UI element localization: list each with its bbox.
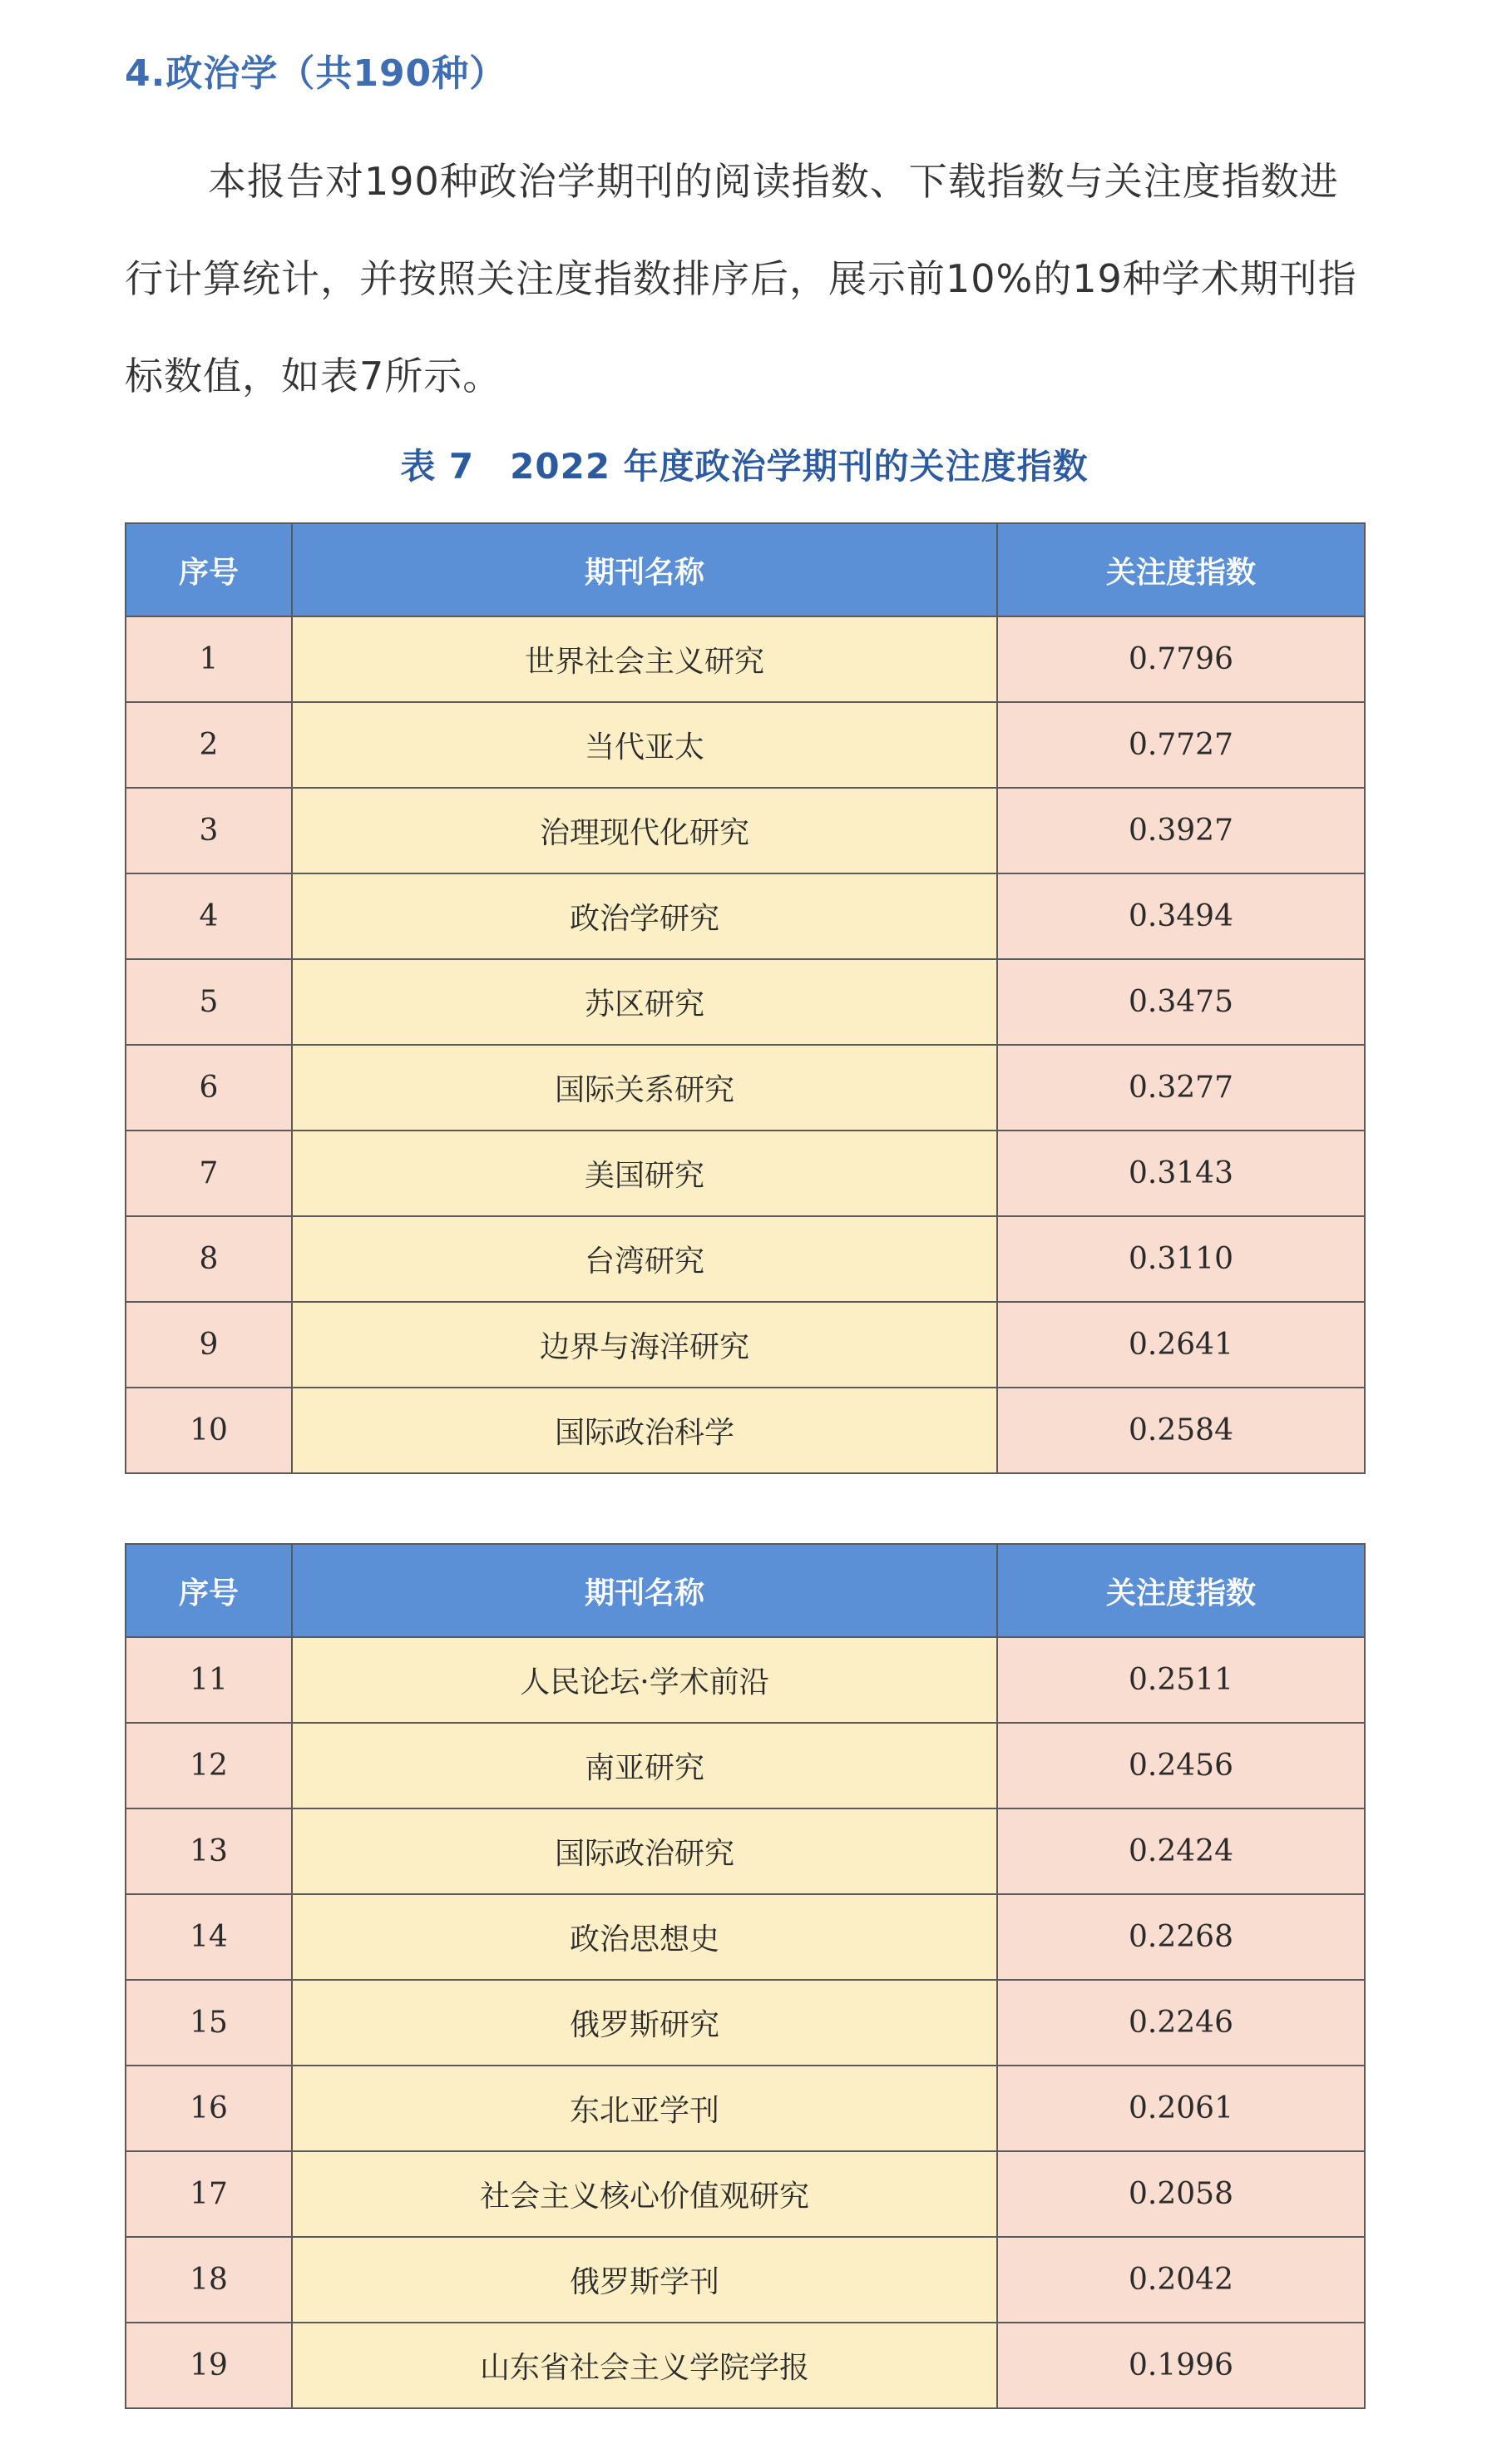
- journal-table-part-2: [125, 1543, 1366, 2409]
- column-header-journal-name: 期刊名称: [292, 523, 997, 616]
- table-row: [126, 1894, 1365, 1980]
- journal-name-cell: 东北亚学刊: [292, 2066, 997, 2151]
- attention-index-cell: 0.2456: [997, 1723, 1365, 1808]
- rank-cell: 12: [126, 1723, 292, 1808]
- column-header-rank: 序号: [126, 1544, 292, 1637]
- rank-cell: 2: [126, 702, 292, 788]
- table-row: [126, 2151, 1365, 2237]
- attention-index-cell: 0.2246: [997, 1980, 1365, 2066]
- journal-table-part-1: [125, 522, 1366, 1474]
- attention-index-cell: 0.7727: [997, 702, 1365, 788]
- column-header-attention-index: 关注度指数: [997, 1544, 1365, 1637]
- table-row: [126, 1808, 1365, 1894]
- rank-cell: 3: [126, 788, 292, 873]
- attention-index-cell: 0.2424: [997, 1808, 1365, 1894]
- attention-index-cell: 0.3143: [997, 1131, 1365, 1216]
- rank-cell: 7: [126, 1131, 292, 1216]
- journal-name-cell: 台湾研究: [292, 1216, 997, 1302]
- rank-cell: 6: [126, 1045, 292, 1131]
- journal-name-cell: 政治学研究: [292, 873, 997, 959]
- rank-cell: 1: [126, 616, 292, 702]
- attention-index-cell: 0.3927: [997, 788, 1365, 873]
- attention-index-cell: 0.3494: [997, 873, 1365, 959]
- table-row: [126, 1637, 1365, 1723]
- journal-name-cell: 治理现代化研究: [292, 788, 997, 873]
- table-row: [126, 1388, 1365, 1473]
- table-row: [126, 1216, 1365, 1302]
- attention-index-cell: 0.1996: [997, 2323, 1365, 2408]
- table-row: [126, 2323, 1365, 2408]
- intro-paragraph: 本报告对190种政治学期刊的阅读指数、下载指数与关注度指数进行计算统计，并按照关注度指数排序后，展示前10%的19种学术期刊指标数值，如表7所示。: [125, 159, 1357, 398]
- journal-name-cell: 俄罗斯研究: [292, 1980, 997, 2066]
- column-header-rank: 序号: [126, 523, 292, 616]
- table-row: [126, 788, 1365, 873]
- table-row: [126, 959, 1365, 1045]
- table-row: [126, 2066, 1365, 2151]
- table-header-row: [126, 523, 1365, 616]
- table-header-row: [126, 1544, 1365, 1637]
- journal-name-cell: 山东省社会主义学院学报: [292, 2323, 997, 2408]
- journal-name-cell: 社会主义核心价值观研究: [292, 2151, 997, 2237]
- attention-index-cell: 0.2584: [997, 1388, 1365, 1473]
- table-caption: 表 7 2022 年度政治学期刊的关注度指数: [400, 446, 1089, 487]
- journal-name-cell: 人民论坛·学术前沿: [292, 1637, 997, 1723]
- rank-cell: 14: [126, 1894, 292, 1980]
- rank-cell: 15: [126, 1980, 292, 2066]
- rank-cell: 18: [126, 2237, 292, 2323]
- journal-name-cell: 国际关系研究: [292, 1045, 997, 1131]
- rank-cell: 16: [126, 2066, 292, 2151]
- rank-cell: 17: [126, 2151, 292, 2237]
- table-row: [126, 1131, 1365, 1216]
- journal-name-cell: 边界与海洋研究: [292, 1302, 997, 1388]
- journal-name-cell: 国际政治科学: [292, 1388, 997, 1473]
- attention-index-cell: 0.2058: [997, 2151, 1365, 2237]
- attention-index-cell: 0.7796: [997, 616, 1365, 702]
- journal-name-cell: 南亚研究: [292, 1723, 997, 1808]
- rank-cell: 9: [126, 1302, 292, 1388]
- table-row: [126, 1302, 1365, 1388]
- journal-name-cell: 世界社会主义研究: [292, 616, 997, 702]
- journal-name-cell: 苏区研究: [292, 959, 997, 1045]
- attention-index-cell: 0.2061: [997, 2066, 1365, 2151]
- table-row: [126, 1980, 1365, 2066]
- journal-name-cell: 国际政治研究: [292, 1808, 997, 1894]
- attention-index-cell: 0.2042: [997, 2237, 1365, 2323]
- attention-index-cell: 0.2511: [997, 1637, 1365, 1723]
- table-row: [126, 2237, 1365, 2323]
- rank-cell: 4: [126, 873, 292, 959]
- rank-cell: 8: [126, 1216, 292, 1302]
- rank-cell: 11: [126, 1637, 292, 1723]
- attention-index-cell: 0.3277: [997, 1045, 1365, 1131]
- journal-name-cell: 美国研究: [292, 1131, 997, 1216]
- column-header-attention-index: 关注度指数: [997, 523, 1365, 616]
- table-row: [126, 1723, 1365, 1808]
- rank-cell: 5: [126, 959, 292, 1045]
- column-header-journal-name: 期刊名称: [292, 1544, 997, 1637]
- journal-name-cell: 俄罗斯学刊: [292, 2237, 997, 2323]
- table-row: [126, 702, 1365, 788]
- journal-name-cell: 当代亚太: [292, 702, 997, 788]
- attention-index-cell: 0.2641: [997, 1302, 1365, 1388]
- table-row: [126, 616, 1365, 702]
- attention-index-cell: 0.2268: [997, 1894, 1365, 1980]
- attention-index-cell: 0.3475: [997, 959, 1365, 1045]
- table-row: [126, 873, 1365, 959]
- rank-cell: 19: [126, 2323, 292, 2408]
- rank-cell: 13: [126, 1808, 292, 1894]
- table-row: [126, 1045, 1365, 1131]
- rank-cell: 10: [126, 1388, 292, 1473]
- section-heading: 4.政治学（共190种）: [125, 52, 507, 95]
- attention-index-cell: 0.3110: [997, 1216, 1365, 1302]
- journal-name-cell: 政治思想史: [292, 1894, 997, 1980]
